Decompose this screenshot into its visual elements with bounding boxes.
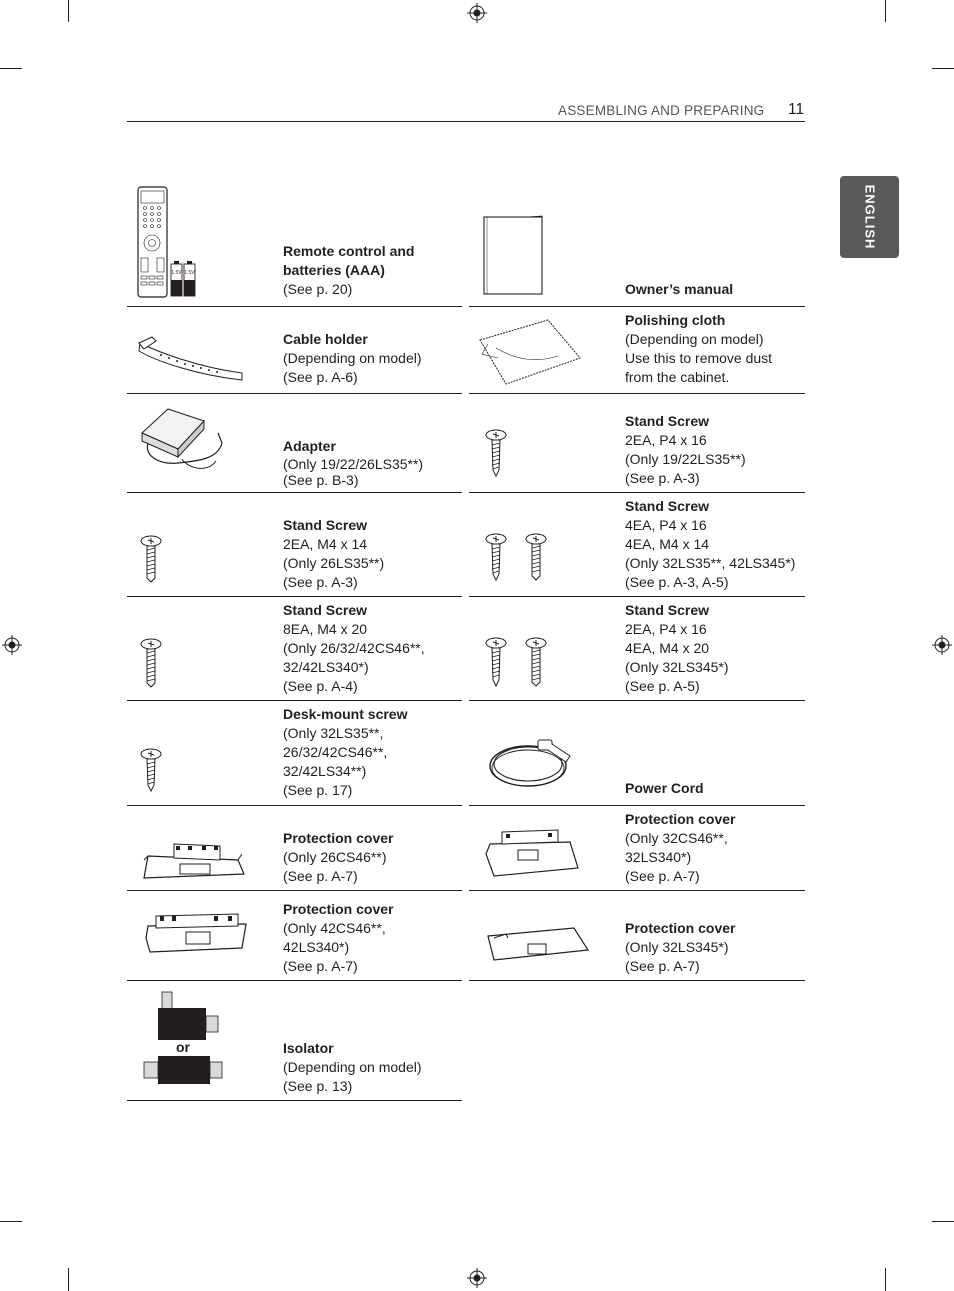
protection-cover-icon <box>486 924 590 964</box>
item-title: Polishing cloth <box>625 312 726 328</box>
item-stand-screw <box>625 497 795 592</box>
adapter-icon <box>138 403 228 477</box>
item-detail: 32/42LS340*) <box>283 659 369 675</box>
row-divider <box>127 700 462 701</box>
row-divider <box>469 492 805 493</box>
screw-icon <box>524 532 548 582</box>
item-detail: from the cabinet. <box>625 369 730 385</box>
item-detail: (Depending on model) <box>625 331 764 347</box>
item-title: Stand Screw <box>283 602 368 618</box>
item-detail: (See p. 20) <box>283 281 353 297</box>
item-isolator <box>283 1039 422 1096</box>
item-detail: (Only 42CS46**, <box>283 920 386 936</box>
item-title: Stand Screw <box>625 498 710 514</box>
crop-mark <box>885 1268 886 1291</box>
item-cable-holder <box>283 330 422 387</box>
crop-mark <box>932 1221 954 1222</box>
item-detail: (Depending on model) <box>283 1059 422 1075</box>
item-title: Adapter <box>283 438 336 454</box>
row-divider <box>127 596 462 597</box>
language-tab-label: ENGLISH <box>862 184 878 250</box>
header-divider <box>127 121 805 122</box>
row-divider <box>469 980 805 981</box>
item-remote-control <box>283 242 433 299</box>
screw-icon <box>484 532 508 582</box>
item-detail: (Only 26/32/42CS46**, <box>283 640 425 656</box>
item-detail: 26/32/42CS46**, <box>283 744 388 760</box>
row-divider <box>469 890 805 891</box>
item-title: Stand Screw <box>625 413 710 429</box>
battery-icon <box>184 261 195 296</box>
item-detail: 4EA, M4 x 20 <box>625 640 710 656</box>
row-divider <box>127 805 462 806</box>
item-detail: (See p. A-7) <box>283 868 358 884</box>
item-polishing-cloth <box>625 311 772 387</box>
item-detail: (Only 32CS46**, <box>625 830 728 846</box>
item-detail: 8EA, M4 x 20 <box>283 621 368 637</box>
item-title: Stand Screw <box>625 602 710 618</box>
item-title: Isolator <box>283 1040 334 1056</box>
cloth-icon <box>478 318 583 386</box>
item-protection-cover <box>283 829 393 886</box>
row-divider <box>127 1100 462 1101</box>
registration-mark-icon <box>932 635 952 655</box>
row-divider <box>469 805 805 806</box>
item-detail: (Only 32LS345*) <box>625 939 729 955</box>
item-detail: (See p. B-3) <box>283 472 359 488</box>
item-title: Owner’s manual <box>625 281 734 297</box>
item-stand-screw <box>625 601 729 696</box>
item-detail: (Only 26CS46**) <box>283 849 387 865</box>
item-detail: (Only 32LS345*) <box>625 659 729 675</box>
row-divider <box>127 492 462 493</box>
item-detail: Use this to remove dust <box>625 350 773 366</box>
crop-mark <box>932 68 954 69</box>
section-title: ASSEMBLING AND PREPARING <box>558 103 765 118</box>
item-title: Protection cover <box>625 811 736 827</box>
item-stand-screw <box>283 516 384 592</box>
item-stand-screw <box>625 412 746 488</box>
item-detail: (Depending on model) <box>283 350 422 366</box>
or-label: or <box>176 1039 190 1055</box>
item-power-cord <box>625 779 704 798</box>
item-detail: (Only 32LS35**, <box>283 725 384 741</box>
item-title: Remote control and batteries (AAA) <box>283 243 415 278</box>
battery-icon <box>171 261 182 296</box>
item-title: Stand Screw <box>283 517 368 533</box>
item-title: Desk-mount screw <box>283 706 408 722</box>
crop-mark <box>0 1221 22 1222</box>
screw-icon <box>524 636 548 688</box>
row-divider <box>469 393 805 394</box>
row-divider <box>469 700 805 701</box>
screw-icon <box>139 534 163 584</box>
item-detail: (See p. 17) <box>283 782 353 798</box>
registration-mark-icon <box>467 1268 487 1288</box>
language-tab <box>840 176 899 258</box>
row-divider <box>469 596 805 597</box>
item-detail: (Only 19/22LS35**) <box>625 451 746 467</box>
manual-icon <box>480 214 546 296</box>
item-detail: (See p. A-3, A-5) <box>625 574 729 590</box>
row-divider <box>127 890 462 891</box>
item-adapter <box>283 437 423 488</box>
item-title: Protection cover <box>283 901 394 917</box>
item-stand-screw <box>283 601 425 696</box>
item-detail: (See p. A-4) <box>283 678 358 694</box>
cable-holder-icon <box>136 333 248 385</box>
item-detail: (See p. A-5) <box>625 678 700 694</box>
item-detail: (See p. A-3) <box>625 470 700 486</box>
item-detail: 2EA, M4 x 14 <box>283 536 368 552</box>
page-number: 11 <box>788 101 805 118</box>
item-detail: (Only 32LS35**, 42LS345*) <box>625 555 796 571</box>
item-protection-cover <box>283 900 393 976</box>
registration-mark-icon <box>467 3 487 23</box>
item-detail: (See p. A-7) <box>625 958 700 974</box>
item-desk-mount-screw <box>283 705 407 800</box>
item-detail: 32/42LS34**) <box>283 763 367 779</box>
row-divider <box>469 306 805 307</box>
item-title: Power Cord <box>625 780 704 796</box>
row-divider <box>127 393 462 394</box>
protection-cover-icon <box>484 824 580 880</box>
item-detail: (See p. A-7) <box>625 868 700 884</box>
item-detail: 32LS340*) <box>625 849 692 865</box>
item-protection-cover <box>625 919 735 976</box>
crop-mark <box>68 0 69 22</box>
item-title: Protection cover <box>625 920 736 936</box>
item-owners-manual <box>625 280 733 299</box>
battery-label: 1.5V <box>184 270 195 276</box>
item-detail: (See p. A-3) <box>283 574 358 590</box>
screw-icon <box>139 747 163 793</box>
item-title: Cable holder <box>283 331 368 347</box>
protection-cover-icon <box>140 838 246 882</box>
item-detail: (Only 26LS35**) <box>283 555 385 571</box>
power-cord-icon <box>486 736 578 792</box>
item-detail: (Only 19/22/26LS35**) <box>283 456 424 472</box>
item-detail: 2EA, P4 x 16 <box>625 621 707 637</box>
item-detail: 4EA, M4 x 14 <box>625 536 710 552</box>
crop-mark <box>0 68 22 69</box>
item-title: Protection cover <box>283 830 394 846</box>
item-detail: (See p. A-6) <box>283 369 358 385</box>
row-divider <box>127 306 462 307</box>
protection-cover-icon <box>142 910 250 956</box>
item-detail: 2EA, P4 x 16 <box>625 432 707 448</box>
crop-mark <box>885 0 886 22</box>
remote-control-icon <box>136 186 200 300</box>
item-protection-cover <box>625 810 735 886</box>
item-detail: (See p. A-7) <box>283 958 358 974</box>
screw-icon <box>484 636 508 688</box>
battery-label: 1.5V <box>171 270 182 276</box>
item-detail: (See p. 13) <box>283 1078 353 1094</box>
crop-mark <box>68 1268 69 1291</box>
row-divider <box>127 980 462 981</box>
screw-icon <box>484 428 508 478</box>
screw-icon <box>139 637 163 689</box>
item-detail: 4EA, P4 x 16 <box>625 517 707 533</box>
registration-mark-icon <box>2 635 22 655</box>
item-detail: 42LS340*) <box>283 939 350 955</box>
